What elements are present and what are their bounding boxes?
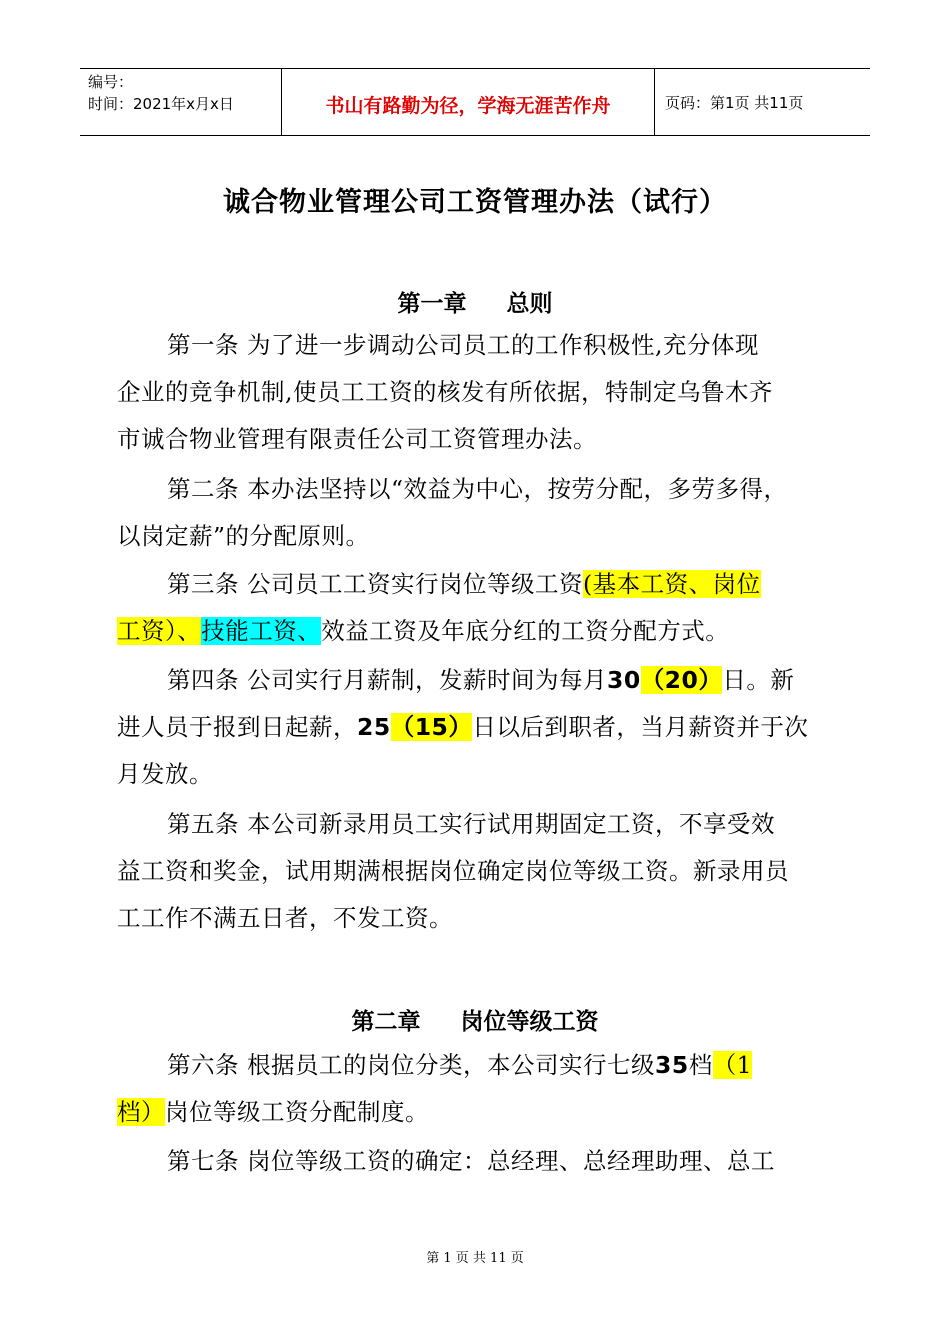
article-6-line-2: 档）岗位等级工资分配制度。	[117, 1098, 429, 1126]
chapter-2-name: 岗位等级工资	[460, 1009, 599, 1035]
article-1-line-1: 第一条 为了进一步调动公司员工的工作积极性,充分体现	[167, 331, 759, 359]
header-motto: 书山有路勤为径，学海无涯苦作舟	[282, 69, 655, 135]
article-3	[117, 561, 837, 655]
article-6	[117, 1042, 837, 1136]
highlight-grade-count: （1	[712, 1051, 753, 1079]
article-4-line-3: 月发放。	[117, 760, 213, 788]
chapter-1-number: 第一章	[397, 291, 467, 317]
article-5-line-3: 工工作不满五日者，不发工资。	[117, 904, 453, 932]
chapter-2-number: 第二章	[351, 1009, 421, 1035]
document-title: 诚合物业管理公司工资管理办法（试行）	[223, 187, 727, 218]
article-3-line-2: 工资）、技能工资、效益工资及年底分红的工资分配方式。	[117, 617, 730, 645]
document-number-label: 编号：	[88, 73, 134, 91]
chapter-1-heading	[0, 285, 950, 318]
article-6-line-1: 第六条 根据员工的岗位分类，本公司实行七级35档（1	[167, 1051, 753, 1079]
highlight-grade-count-end: 档）	[117, 1098, 165, 1126]
article-5	[117, 801, 837, 942]
article-1-line-3: 市诚合物业管理有限责任公司工资管理办法。	[117, 425, 597, 453]
page-footer: 第 1 页 共 11 页	[426, 1251, 524, 1266]
article-4-line-2: 进人员于报到日起薪，25（15）日以后到职者，当月薪资并于次	[117, 713, 809, 741]
highlight-pay-day: （20）	[640, 666, 723, 694]
header-meta-cell	[80, 69, 282, 135]
article-4	[117, 657, 837, 798]
highlight-basic-wage: (基本工资、岗位	[582, 570, 761, 598]
chapter-1-name: 总则	[506, 291, 553, 317]
article-2-line-1: 第二条 本办法坚持以“效益为中心，按劳分配，多劳多得，	[167, 475, 788, 503]
article-2	[117, 466, 837, 560]
article-5-line-2: 益工资和奖金，试用期满根据岗位确定岗位等级工资。新录用员	[117, 857, 789, 885]
highlight-skill-wage: 技能工资、	[201, 617, 322, 645]
article-1	[117, 322, 837, 463]
highlight-cutoff-day: （15）	[390, 713, 473, 741]
article-5-line-1: 第五条 本公司新录用员工实行试用期固定工资，不享受效	[167, 810, 775, 838]
article-7	[117, 1138, 837, 1185]
chapter-2-heading	[0, 1003, 950, 1036]
document-header-table	[80, 68, 870, 136]
document-time-label: 时间：2021年x月x日	[88, 95, 234, 113]
article-4-line-1: 第四条 公司实行月薪制，发薪时间为每月30（20）日。新	[167, 666, 795, 694]
article-7-line-1: 第七条 岗位等级工资的确定：总经理、总经理助理、总工	[167, 1147, 775, 1175]
article-3-line-1: 第三条 公司员工工资实行岗位等级工资(基本工资、岗位	[167, 570, 761, 598]
highlight-post-wage: 工资）、	[117, 617, 202, 645]
article-1-line-2: 企业的竞争机制,使员工工资的核发有所依据，特制定乌鲁木齐	[117, 378, 773, 406]
header-page-info: 页码：第1页 共11页	[665, 93, 804, 112]
article-2-line-2: 以岗定薪”的分配原则。	[117, 522, 370, 550]
